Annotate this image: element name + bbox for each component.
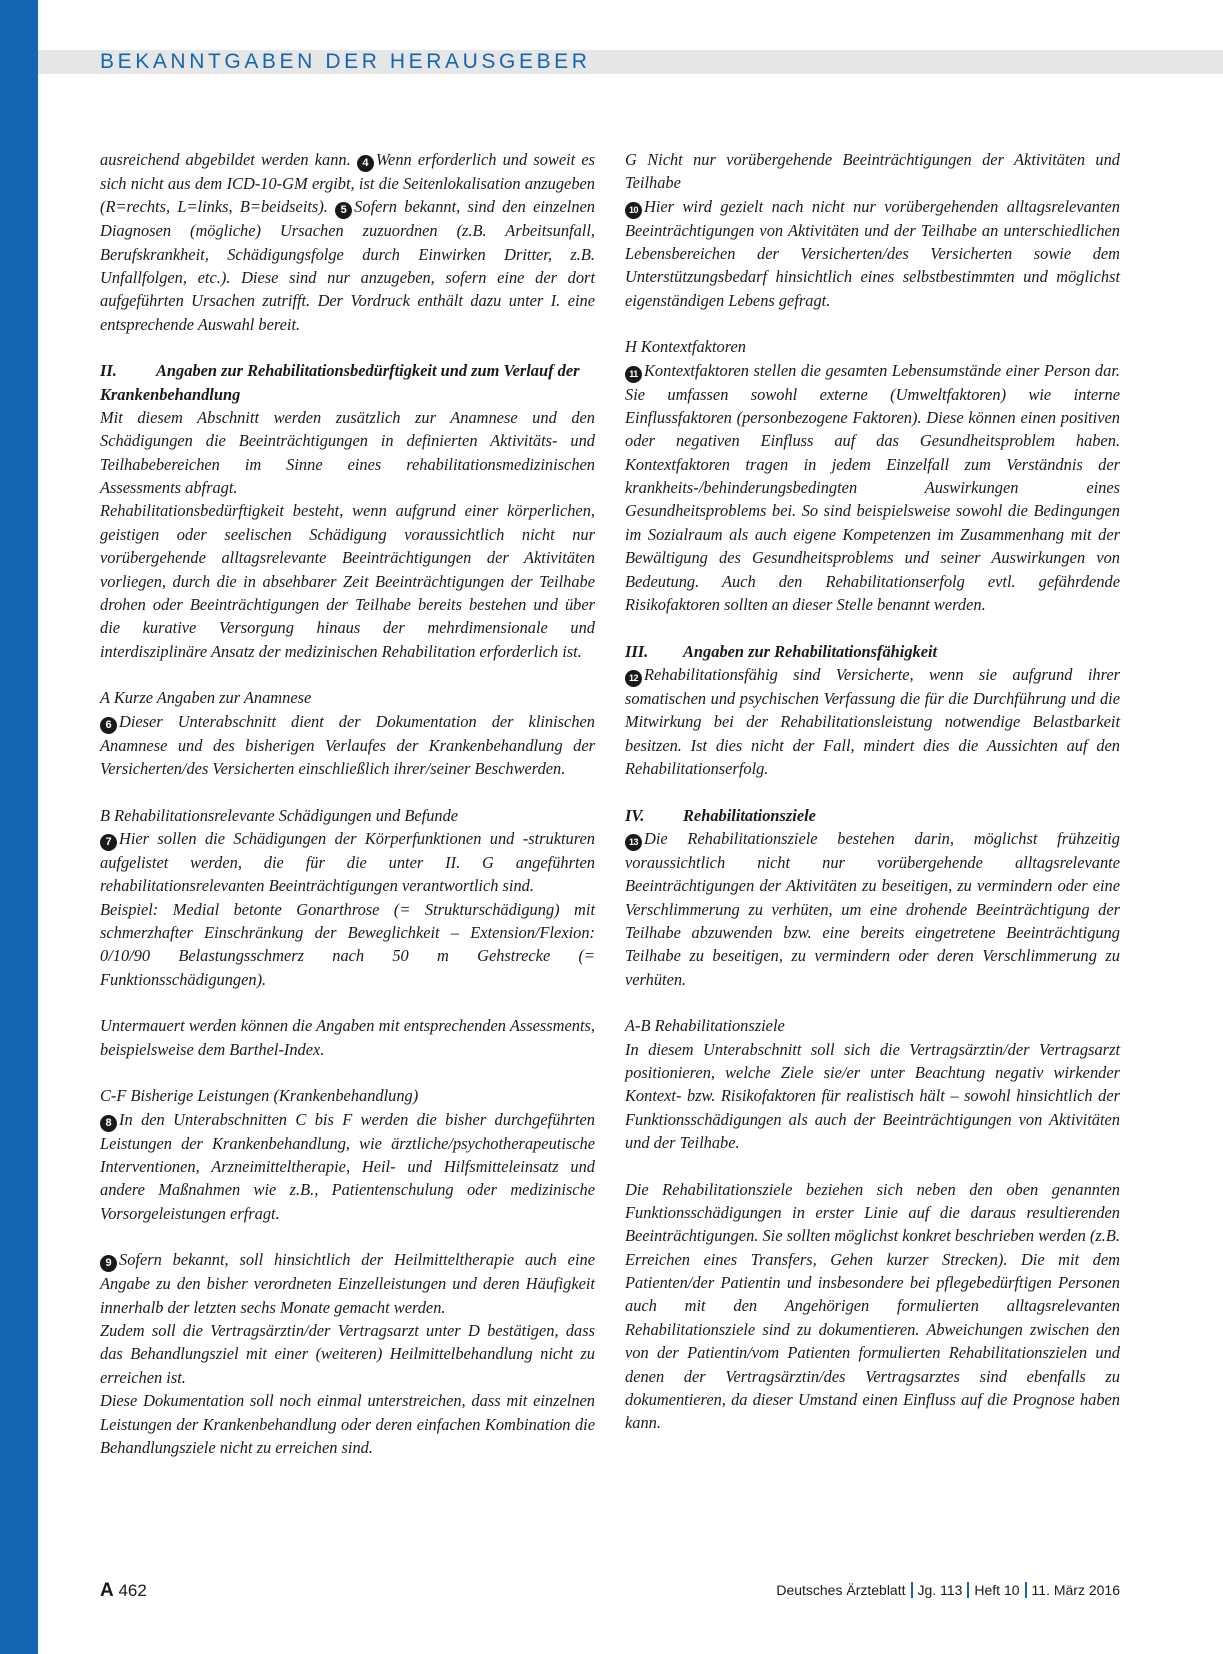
left-column (100, 148, 595, 1459)
paragraph-context-factors: 11 Kontextfaktoren stellen die gesamten Lebensumstände einer Person dar. Sie umfassen sowohl externe (Umweltfaktoren) wie interne Einflussfaktoren (personbezogene Faktoren). Diese können einen positiven oder negativen Einfluss auf das Gesundheitsproblem haben. Kontextfaktoren tragen in jedem Einzelfall zum Verständnis der krankheits-/behinderungsbedingten Auswirkungen eines Gesundheitsproblems bei. So sind beispielsweise sowohl die Bedingungen im Sozialraum als auch eigene Kompetenzen im Zusammenhang mit der Bewältigung des Gesundheitsproblems und seiner Auswirkungen von Bedeutung. Auch den Rehabilitationserfolg evtl. gefährdende Risikofaktoren sollten an dieser Stelle benannt werden. (625, 360, 1120, 614)
paragraph-rehab-need: Rehabilitationsbedürftigkeit besteht, wenn aufgrund einer körperlichen, geistigen oder seelischen Schädigung voraussichtlich nicht nur vorübergehende alltagsrelevante Beeinträchtigungen der Aktivitäten vorliegen, durch die in absehbarer Zeit Beeinträchtigungen der Teilhabe drohen oder Beeinträchtigungen der Teilhabe bereits bestehen und über die kurative Versorgung hinaus der mehrdimensionale und interdisziplinäre Ansatz der medizinischen Rehabilitation erforderlich ist. (100, 501, 595, 661)
subsection-b-title: B Rehabilitationsrelevante Schädigungen und Befunde (100, 805, 459, 825)
journal-date: 11. März 2016 (1031, 1582, 1120, 1598)
paragraph-assessments: Untermauert werden können die Angaben mit entsprechenden Assessments, beispielsweise dem Barthel-Index. (100, 1016, 595, 1059)
marker-6-icon: 6 (100, 717, 117, 734)
paragraph-rehab-goals: 13 Die Rehabilitationsziele bestehen darin, möglichst frühzeitig voraussichtlich nicht nur vorübergehende alltagsrelevante Beeinträchtigungen der Aktivitäten zu beseitigen, zu vermindern oder eine Verschlimmerung zu verhüten, um eine drohende Beeinträchtigung der Teilhabe abzuwenden bzw. eine bereits eingetretene Beeinträchtigung Teilhabe zu beseitigen, zu vermindern oder deren Verschlimmerung zu verhüten. (625, 828, 1120, 989)
paragraph-impairments: 7 Hier sollen die Schädigungen der Körperfunktionen und -strukturen aufgelistet werden, die für die unter II. G angeführten rehabilitationsrelevanten Beeinträchtigungen verantwortlich sind. (100, 828, 595, 896)
section-iv-heading: IV. Rehabilitationsziele (625, 805, 816, 825)
journal-info (776, 1582, 1120, 1598)
marker-12-icon: 12 (625, 670, 642, 687)
marker-11-icon: 11 (625, 366, 642, 383)
marker-13-icon: 13 (625, 834, 642, 851)
paragraph-anamnesis: 6 Dieser Unterabschnitt dient der Dokumentation der klinischen Anamnese und des bisherigen Verlaufes der Krankenbehandlung der Versicherten/des Versicherten einschließlich ihrer/seiner Beschwerden. (100, 711, 595, 778)
journal-issue: Heft 10 (974, 1582, 1020, 1598)
right-column (625, 148, 1120, 1435)
subsection-ab-title: A-B Rehabilitationsziele (625, 1016, 785, 1036)
paragraph-diagnoses: ausreichend abgebildet werden kann. 4 Wenn erforderlich und soweit es sich nicht aus dem ICD-10-GM ergibt, ist die Seitenlokalisation anzugeben (R=rechts, L=links, B=beidseits). 5 Sofern bekannt, sind den einzelnen Diagnosen (mögliche) Ursachen zuzuordnen (z.B. Arbeitsunfall, Berufskrankheit, Schädigungsfolge durch Einwirken Dritter, z.B. Unfallfolgen, etc.). Diese sind nur anzugeben, sofern eine der dort aufgeführten Ursachen zutrifft. Der Vordruck enthält dazu unter I. eine entsprechende Auswahl bereit. (100, 150, 596, 334)
section-iii-heading: III. Angaben zur Rehabilitationsfähigkeit (625, 641, 938, 661)
marker-8-icon: 8 (100, 1115, 117, 1132)
subsection-a-title: A Kurze Angaben zur Anamnese (100, 688, 312, 708)
paragraph-previous-services: 8 In den Unterabschnitten C bis F werden die bisher durchgeführten Leistungen der Krankenbehandlung, wie ärztliche/psychotherapeutische Interventionen, Arzneimitteltherapie, Heil- und Hilfsmitteleinsatz und andere Maßnahmen wie z.B., Patientenschulung oder medizinische Vorsorgeleistungen erfragt. (100, 1109, 595, 1223)
journal-volume: Jg. 113 (917, 1582, 963, 1598)
paragraph-section-ii-intro: Mit diesem Abschnitt werden zusätzlich zur Anamnese und den Schädigungen die Beeinträchtigungen in definierten Aktivitäts- und Teilhabebereichen im Sinne eines rehabilitationsmedizinischen Assessments abfragt. (100, 408, 595, 498)
marker-10-icon: 10 (625, 202, 642, 219)
journal-name: Deutsches Ärzteblatt (776, 1582, 906, 1598)
marker-7-icon: 7 (100, 834, 117, 851)
side-accent-bar (0, 0, 38, 1654)
marker-4-icon: 4 (357, 155, 374, 172)
marker-5-icon: 5 (335, 202, 352, 219)
page-number: A 462 (100, 1580, 147, 1601)
paragraph-activities: 10 Hier wird gezielt nach nicht nur vorübergehenden alltagsrelevanten Beeinträchtigungen von Aktivitäten und der Teilhabe an unterschiedlichen Lebensbereichen der Versicherten/des Versicherten sowie dem Unterstützungsbedarf hinsichtlich eines selbstbestimmten und möglichst eigenständigen Lebens gefragt. (625, 196, 1120, 310)
paragraph-remedies: 9 Sofern bekannt, soll hinsichtlich der Heilmitteltherapie auch eine Angabe zu den bisher verordneten Einzelleistungen und deren Häufigkeit innerhalb der letzten sechs Monate gemacht werden. (100, 1250, 595, 1317)
paragraph-goal-position: In diesem Unterabschnitt soll sich die Vertragsärztin/der Vertragsarzt positionieren, welche Ziele sie/er unter Beachtung negativ wirkender Kontext- bzw. Risikofaktoren für realistisch hält – sowohl hinsichtlich der Funktionsschädigungen als auch der Beeinträchtigungen von Aktivitäten und der Teilhabe. (625, 1039, 1120, 1153)
paragraph-rehab-ability: 12 Rehabilitationsfähig sind Versicherte, wenn sie aufgrund ihrer somatischen und psychischen Verfassung die für die Durchführung und die Mitwirkung bei der Rehabilitationsleistung notwendige Belastbarkeit besitzen. Ist dies nicht der Fall, mindert dies die Aussichten auf den Rehabilitationserfolg. (625, 664, 1120, 778)
paragraph-goal-description: Die Rehabilitationsziele beziehen sich neben den oben genannten Funktionsschädigungen in erster Linie auf die daraus resultierenden Beeinträchtigungen. Sie sollten möglichst konkret beschrieben werden (z.B. Erreichen eines Transfers, Gehen kurzer Strecken). Die mit dem Patienten/der Patientin und insbesondere bei pflegebedürftigen Personen auch mit den Angehörigen formulierten alltagsrelevanten Rehabilitationsziele sind zu dokumentieren. Abweichungen zwischen den von der Patientin/vom Patienten formulierten Rehabilitationszielen und denen der Vertragsärztin/des Vertragsarztes sind ebenfalls zu dokumentieren, da dieser Umstand einen Einfluss auf die Prognose haben kann. (625, 1179, 1120, 1433)
subsection-h-title: H Kontextfaktoren (625, 337, 746, 357)
subsection-cf-title: C-F Bisherige Leistungen (Krankenbehandlung) (100, 1086, 419, 1106)
subsection-g-title: G Nicht nur vorübergehende Beeinträchtigungen der Aktivitäten und Teilhabe (625, 150, 1120, 193)
paragraph-confirmation: Zudem soll die Vertragsärztin/der Vertragsarzt unter D bestätigen, dass das Behandlungsziel mit einer (weiteren) Heilmittelbehandlung nicht zu erreichen ist. (100, 1321, 595, 1387)
section-ii-heading: II. Angaben zur Rehabilitationsbedürftigkeit und zum Verlauf der Krankenbehandlung (100, 361, 580, 404)
marker-9-icon: 9 (100, 1255, 117, 1272)
paragraph-documentation: Diese Dokumentation soll noch einmal unterstreichen, dass mit einzelnen Leistungen der Krankenbehandlung oder deren einfachen Kombination die Behandlungsziele nicht zu erreichen sind. (100, 1391, 595, 1457)
paragraph-example: Beispiel: Medial betonte Gonarthrose (= Strukturschädigung) mit schmerzhafter Einschränkung der Beweglichkeit – Extension/Flexion: 0/10/90 Belastungsschmerz nach 50 m Gehstrecke (= Funktionsschädigungen). (100, 899, 595, 989)
section-header-title: BEKANNTGABEN DER HERAUSGEBER (100, 50, 591, 73)
